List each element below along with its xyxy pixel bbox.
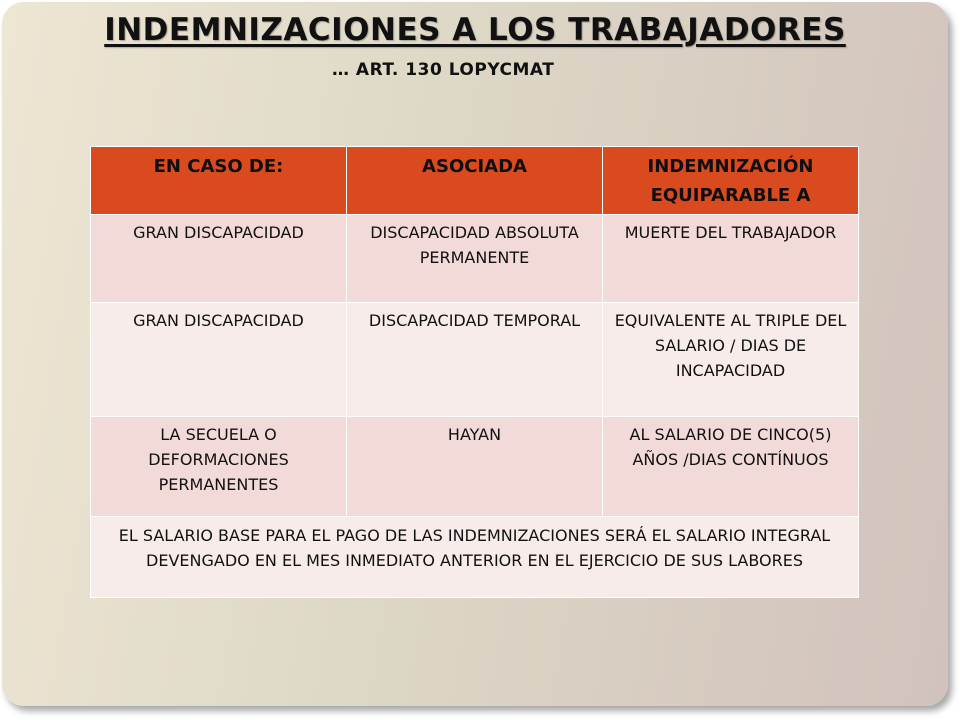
- table-footer-note: EL SALARIO BASE PARA EL PAGO DE LAS INDEMNIZACIONES SERÁ EL SALARIO INTEGRAL DEVENGADO EN EL MES INMEDIATO ANTERIOR EN EL EJERCICIO DE SUS LABORES: [91, 517, 859, 598]
- slide-subtitle: … ART. 130 LOPYCMAT: [332, 60, 555, 80]
- header-indemnizacion: INDEMNIZACIÓN EQUIPARABLE A: [603, 147, 859, 215]
- header-asociada: ASOCIADA: [347, 147, 603, 215]
- slide: [2, 2, 948, 706]
- table-cell: LA SECUELA O DEFORMACIONES PERMANENTES: [91, 417, 347, 517]
- table-cell: DISCAPACIDAD ABSOLUTA PERMANENTE: [347, 215, 603, 303]
- table-header-row: [91, 147, 859, 215]
- table-cell: GRAN DISCAPACIDAD: [91, 303, 347, 417]
- header-en-caso-de: EN CASO DE:: [91, 147, 347, 215]
- table-cell: MUERTE DEL TRABAJADOR: [603, 215, 859, 303]
- table-row: [91, 417, 859, 517]
- table-cell: HAYAN: [347, 417, 603, 517]
- table-cell: EQUIVALENTE AL TRIPLE DEL SALARIO / DIAS DE INCAPACIDAD: [603, 303, 859, 417]
- table-cell: DISCAPACIDAD TEMPORAL: [347, 303, 603, 417]
- table-row: [91, 215, 859, 303]
- indemnity-table: [90, 146, 859, 598]
- table-cell: GRAN DISCAPACIDAD: [91, 215, 347, 303]
- table-cell: AL SALARIO DE CINCO(5) AÑOS /DIAS CONTÍNUOS: [603, 417, 859, 517]
- slide-title: INDEMNIZACIONES A LOS TRABAJADORES: [104, 12, 846, 48]
- table-footer-row: [91, 517, 859, 598]
- table-row: [91, 303, 859, 417]
